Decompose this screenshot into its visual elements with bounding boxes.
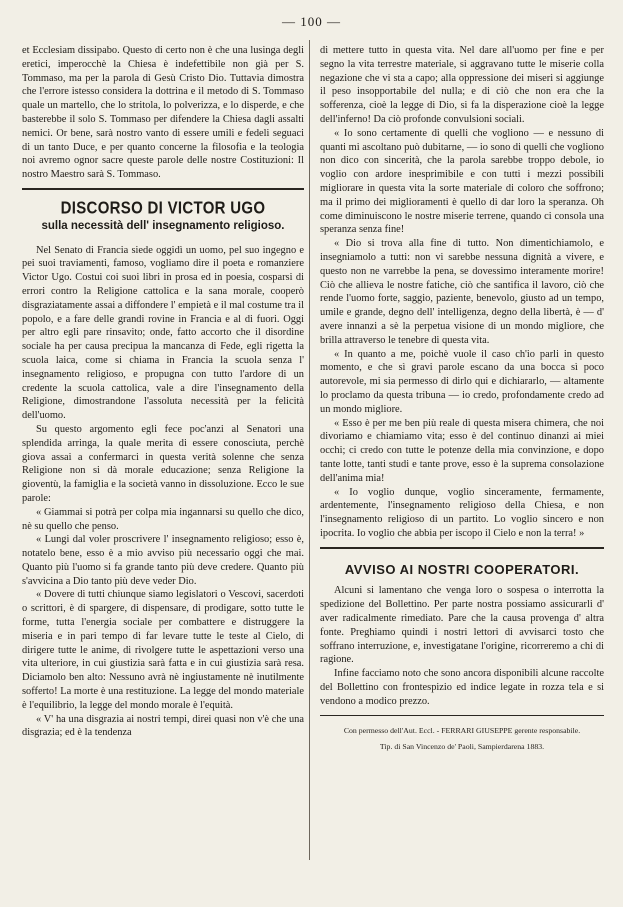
page-number: — 100 — bbox=[282, 14, 341, 29]
body-paragraph: « Giammai si potrà per colpa mia ingannarsi su quello che dico, nè su quello che penso. bbox=[22, 506, 304, 532]
body-paragraph: Nel Senato di Francia siede oggidì un uomo, pel suo ingegno e pei suoi traviamenti, famoso, vogliamo dire il poeta e romanziere Victor Ugo. Costui coi suoi libri in prosa ed in poesia, cosparsi di errori contro la Religione cattolica e la sana morale, cooperò disgraziatamente assai a diffondere l' empietà e il mal costume tra il popolo, e a fare delle grandi rovine in Francia e al di fuori. Oggi per altro egli pare rinsavito; onde, fatto accorto che il disordine sociale ha per causa precipua la mancanza di Fede, egli rigetta la scuola laica, come si chiama in Francia la scuola senza l' insegnamento religioso, e propugna con tutto l'ardore di un credente la scuola cattolica, vale a dire l'insegnamento della Religione, dimostrandone l'assoluta necessità per la felicità dell'uomo. bbox=[22, 244, 304, 422]
body-paragraph: « Esso è per me ben più reale di questa misera chimera, che noi divoriamo e chiamiamo vita; esso è del continuo dinanzi ai miei occhi; ci credo con tutte le potenze della mia convinzione, e dopo tante lotte, tanti studi e tante prove, esso è la suprema consolazione dell'anima mia! bbox=[320, 417, 604, 484]
body-paragraph: « Io voglio dunque, voglio sinceramente, fermamente, ardentemente, l'insegnamento religioso della Chiesa, e non l'insegnamento religioso di un partito. Lo voglio sincero e non ipocrita. Io voglio che abbia per iscopo il Cielo e non la terra! » bbox=[320, 486, 604, 539]
footer-permission: Con permesso dell'Aut. Eccl. - FERRARI GIUSEPPE gerente responsabile. bbox=[343, 725, 581, 735]
article-subheading: sulla necessità dell' insegnamento religioso. bbox=[41, 219, 285, 232]
left-column bbox=[22, 44, 304, 740]
body-paragraph: « Dovere di tutti chiunque siamo legislatori o Vescovi, sacerdoti o scrittori, è di spargere, di dispensare, di prodigare, sotto tutte le forme, tutta l'energia sociale per combattere e distruggere la miseria e in pari tempo di far levare tutte le teste al Cielo, di dirigere tutte le anime, di rivolgere tutte le aspettazioni verso una vita ulteriore, in cui giustizia sarà fatta e in cui giustizia sarà resa. Diciamolo ben alto: Nessuno avrà nè ingiustamente nè inutilmente sofferto! La morte è una restituzione. La legge del mondo materiale è l'equilibrio, la legge del mondo morale è l'equità. bbox=[22, 589, 304, 711]
article-heading: DISCORSO DI VICTOR UGO bbox=[60, 198, 266, 219]
body-paragraph: « In quanto a me, poichè vuole il caso ch'io parli in questo momento, e che sì gravi parole escano da una bocca sì poco autorevole, mi sia permesso di dirlo qui e dichiararlo, — altamente lo proclamo da questa tribuna — io credo, profondamente credo ad un mondo migliore. bbox=[320, 348, 604, 415]
footer-rule bbox=[320, 715, 604, 716]
notice-paragraph: Alcuni si lamentano che venga loro o sospesa o interrotta la spedizione del Bollettino. Per parte nostra possiamo assicurarli d' aver radicalmente rimediato. Pare che la causa provenga d' altra fonte. Preghiamo quindi i nostri lettori di avvisarci tosto che soffrano interruzione, e, investigatane l'origine, ricorreremo a chi di ragione. bbox=[320, 585, 604, 666]
notice-paragraph: Infine facciamo noto che sono ancora disponibili alcune raccolte del Bollettino con frontespizio ed indice legate in rozza tela e si vendono a modico prezzo. bbox=[320, 668, 604, 707]
footer-printer: Tip. di San Vincenzo de' Paoli, Sampierdarena 1883. bbox=[379, 741, 545, 751]
section-rule bbox=[320, 547, 604, 549]
body-paragraph: « V' ha una disgrazia ai nostri tempi, direi quasi non v'è che una disgrazia; ed è la tendenza bbox=[22, 713, 304, 739]
body-paragraph: « Io sono certamente di quelli che vogliono — e nessuno di quanti mi ascoltano può dubitarne, — io sono di quelli che vogliono non dico con sincerità, che la parola sarebbe troppo debole, io voglio con ardore inesprimibile e con tutti i mezzi possibili migliorare in questa vita la sorte materiale di coloro che soffrono; ma il primo dei miglioramenti è quello di dar loro la speranza. Oh come diminuiscono le nostre miserie terrene, quando ci consola una speranza senza fine! bbox=[320, 127, 604, 236]
body-paragraph: « Dio si trova alla fine di tutto. Non dimentichiamolo, e insegniamolo a tutti: non vi sarebbe nessuna dignità a vivere, e questo non ne varrebbe la pena, se dovessimo interamente morire! Ciò che allieva le nostre fatiche, ciò che santifica il lavoro, ciò che rende l'uomo forte, saggio, paziente, benevolo, giusto ad un tempo, umile e grande, degno dell' intelligenza, degno della libertà, è — d' avere innanzi a sè la perpetua visione di un mondo migliore, che brilla attraverso le tenebre di questa vita. bbox=[320, 238, 604, 346]
section-rule bbox=[22, 188, 304, 190]
notice-heading: AVVISO AI NOSTRI COOPERATORI. bbox=[344, 561, 580, 577]
right-column bbox=[320, 44, 604, 752]
body-paragraph: di mettere tutto in questa vita. Nel dare all'uomo per fine e per segno la vita terrestre materiale, si aggravano tutte le miserie colla negazione che vi sta a capo; alla oppressione dei miseri si aggiunge il peso insopportabile del nulla; e di ciò che non era che la sofferenza, cioè la legge di Dio, si fa la disperazione cioè la legge dell'inferno! Da ciò profonde convulsioni sociali. bbox=[320, 45, 604, 125]
body-paragraph: Su questo argomento egli fece poc'anzi al Senatori una splendida arringa, la quale merita di essere conosciuta, perchè giova assai a confermarci in questa verità solenne che senza Religione non si dà morale educazione; senza Religione la gioventù, la famiglia e la società vanno in dissoluzione. Ecco le sue parole: bbox=[22, 423, 304, 504]
column-divider bbox=[309, 40, 310, 860]
body-paragraph: « Lungi dal voler proscrivere l' insegnamento religioso; esso è, notatelo bene, esso è a mio avviso più necessario oggi che mai. Quanto più l'uomo si fa grande tanto più deve credere. Quanto più s'avvicina a Dio tanto più deve veder Dio. bbox=[22, 534, 304, 587]
intro-paragraph: et Ecclesiam dissipabo. Questo di certo non è che una lusinga degli eretici, imperocchè la Chiesa è indefettibile non già per S. Tommaso, ma per la parola di Gesù Cristo Dio. Tuttavia dimostra che l'errore istesso considera la dottrina e il metodo di S. Tommaso quale un martello, che lo stritola, lo polverizza, e lo disperde, e che basterebbe il solo S. Tommaso per difendere la Chiesa dagli assalti nemici. Or bene, sarà nostro vanto di essere umili e fedeli seguaci di un tanto Duce, e per quanto concerne la filosofia e la teologia noi avremo ognor sacre queste parole delle nostre Costituzioni: Il nostro Maestro sarà S. Tommaso. bbox=[22, 45, 304, 181]
